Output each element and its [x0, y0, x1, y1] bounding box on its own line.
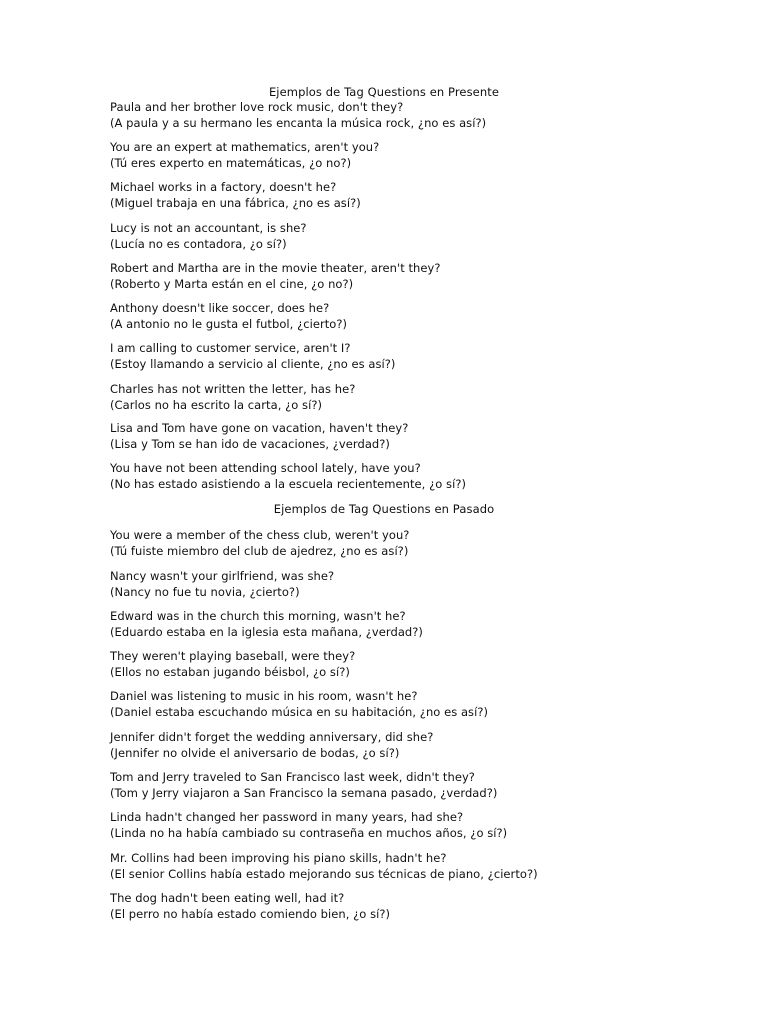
- example-entry: [110, 260, 750, 292]
- spanish-translation: (Carlos no ha escrito la carta, ¿o sí?): [110, 398, 323, 412]
- english-sentence: Lisa and Tom have gone on vacation, haven't they?: [110, 421, 409, 435]
- spanish-translation: (Ellos no estaban jugando béisbol, ¿o sí?): [110, 665, 350, 679]
- english-sentence: Daniel was listening to music in his room, wasn't he?: [110, 689, 418, 703]
- example-entry: [110, 850, 750, 882]
- english-sentence: Jennifer didn't forget the wedding anniversary, did she?: [110, 730, 434, 744]
- spanish-translation: (A antonio no le gusta el futbol, ¿cierto?): [110, 317, 348, 331]
- english-sentence: Lucy is not an accountant, is she?: [110, 221, 307, 235]
- spanish-translation: (El senior Collins había estado mejorando sus técnicas de piano, ¿cierto?): [110, 867, 538, 881]
- spanish-translation: (Miguel trabaja en una fábrica, ¿no es así?): [110, 196, 361, 210]
- section-title-pasado: Ejemplos de Tag Questions en Pasado: [273, 502, 495, 516]
- example-entry: [110, 460, 750, 492]
- spanish-translation: (Nancy no fue tu novia, ¿cierto?): [110, 585, 300, 599]
- spanish-translation: (Linda no ha había cambiado su contraseña en muchos años, ¿o sí?): [110, 826, 508, 840]
- example-entry: [110, 809, 750, 841]
- english-sentence: Anthony doesn't like soccer, does he?: [110, 301, 330, 315]
- spanish-translation: (Tú fuiste miembro del club de ajedrez, ¿no es así?): [110, 544, 409, 558]
- english-sentence: You were a member of the chess club, weren't you?: [110, 528, 410, 542]
- english-sentence: Linda hadn't changed her password in many years, had she?: [110, 810, 464, 824]
- english-sentence: Charles has not written the letter, has he?: [110, 382, 356, 396]
- spanish-translation: (No has estado asistiendo a la escuela recientemente, ¿o sí?): [110, 477, 467, 491]
- spanish-translation: (Tom y Jerry viajaron a San Francisco la semana pasado, ¿verdad?): [110, 786, 498, 800]
- english-sentence: Robert and Martha are in the movie theater, aren't they?: [110, 261, 441, 275]
- spanish-translation: (Tú eres experto en matemáticas, ¿o no?): [110, 156, 352, 170]
- example-entry: [110, 769, 750, 801]
- section-title-presente: Ejemplos de Tag Questions en Presente: [268, 85, 500, 99]
- english-sentence: Edward was in the church this morning, wasn't he?: [110, 609, 406, 623]
- spanish-translation: (Lisa y Tom se han ido de vacaciones, ¿verdad?): [110, 437, 390, 451]
- example-entry: [110, 179, 750, 211]
- spanish-translation: (A paula y a su hermano les encanta la música rock, ¿no es así?): [110, 116, 487, 130]
- example-entry: [110, 340, 750, 372]
- example-entry: [110, 568, 750, 600]
- example-entry: [110, 890, 750, 922]
- english-sentence: You are an expert at mathematics, aren't you?: [110, 140, 380, 154]
- spanish-translation: (Daniel estaba escuchando música en su habitación, ¿no es así?): [110, 705, 489, 719]
- example-entry: [110, 648, 750, 680]
- example-entry: [110, 300, 750, 332]
- example-entry: [110, 139, 750, 171]
- english-sentence: You have not been attending school lately, have you?: [110, 461, 421, 475]
- spanish-translation: (El perro no había estado comiendo bien, ¿o sí?): [110, 907, 391, 921]
- english-sentence: Nancy wasn't your girlfriend, was she?: [110, 569, 335, 583]
- english-sentence: Paula and her brother love rock music, don't they?: [110, 100, 404, 114]
- example-entry: [110, 527, 750, 559]
- english-sentence: The dog hadn't been eating well, had it?: [110, 891, 345, 905]
- example-entry: [110, 729, 750, 761]
- english-sentence: Tom and Jerry traveled to San Francisco last week, didn't they?: [110, 770, 475, 784]
- spanish-translation: (Jennifer no olvide el aniversario de bodas, ¿o sí?): [110, 746, 400, 760]
- spanish-translation: (Eduardo estaba en la iglesia esta mañana, ¿verdad?): [110, 625, 423, 639]
- example-entry: [110, 99, 750, 131]
- example-entry: [110, 381, 750, 413]
- spanish-translation: (Estoy llamando a servicio al cliente, ¿no es así?): [110, 357, 396, 371]
- english-sentence: Michael works in a factory, doesn't he?: [110, 180, 337, 194]
- example-entry: [110, 608, 750, 640]
- spanish-translation: (Lucía no es contadora, ¿o sí?): [110, 237, 287, 251]
- example-entry: [110, 688, 750, 720]
- english-sentence: I am calling to customer service, aren't I?: [110, 341, 351, 355]
- example-entry: [110, 420, 750, 452]
- english-sentence: They weren't playing baseball, were they?: [110, 649, 356, 663]
- example-entry: [110, 220, 750, 252]
- spanish-translation: (Roberto y Marta están en el cine, ¿o no?): [110, 277, 354, 291]
- english-sentence: Mr. Collins had been improving his piano skills, hadn't he?: [110, 851, 447, 865]
